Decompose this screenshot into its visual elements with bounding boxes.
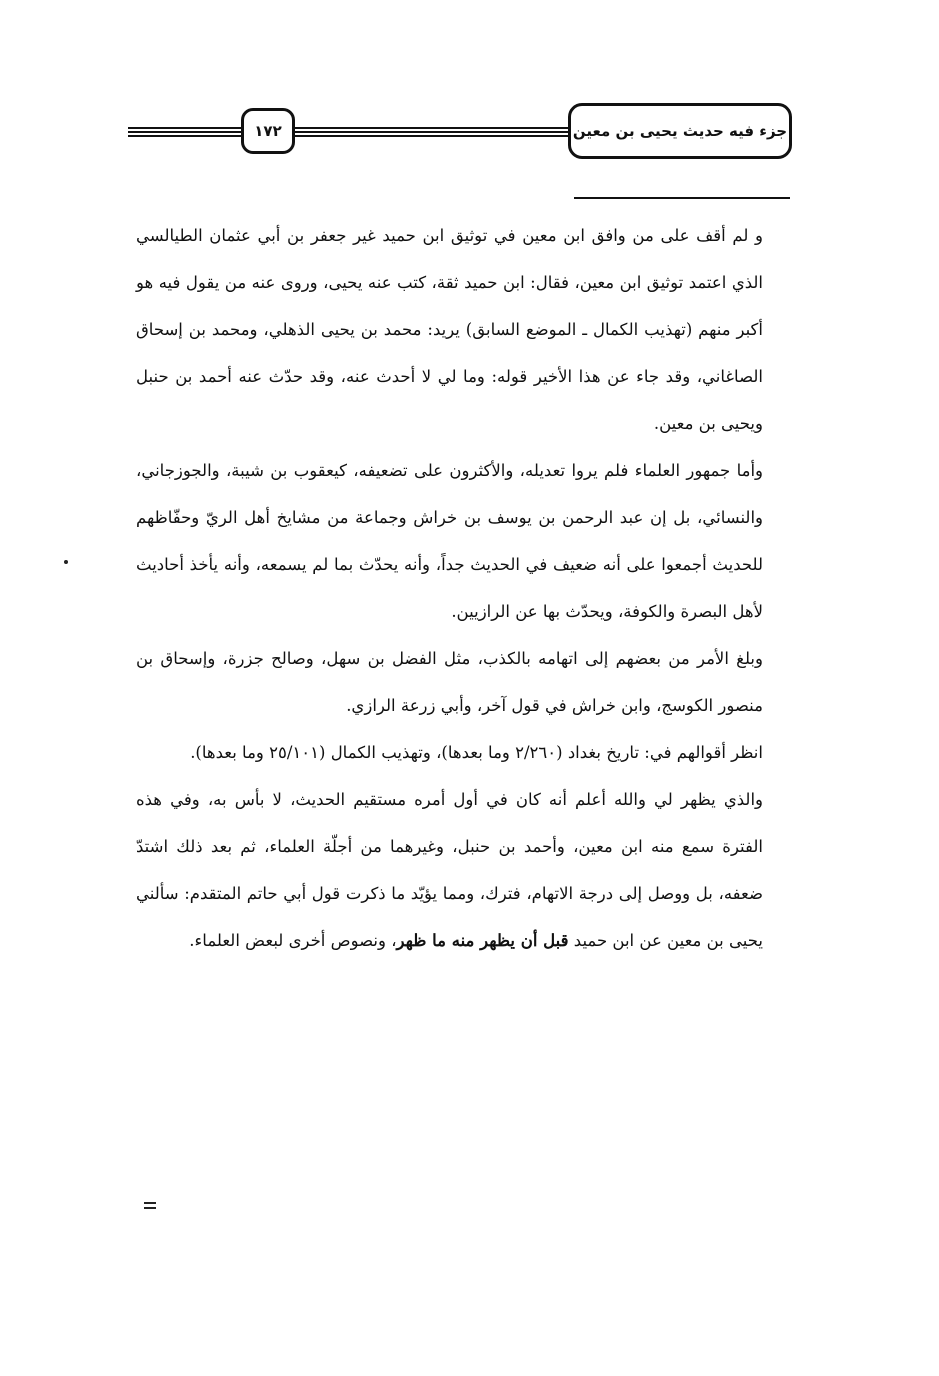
header-rule <box>128 127 572 137</box>
page-header <box>128 103 792 159</box>
running-title: جزء فيه حديث يحيى بن معين <box>568 103 792 159</box>
scan-speck <box>64 560 68 564</box>
continuation-mark-line <box>144 1202 156 1204</box>
continuation-mark <box>144 1202 156 1212</box>
paragraph: انظر أقوالهم في: تاريخ بغداد (٢/٢٦٠ وما بعدها)، وتهذيب الكمال (٢٥/١٠١ وما بعدها). <box>190 743 763 762</box>
footnote-separator <box>574 197 790 199</box>
header-rule-line <box>128 131 572 133</box>
paragraph-tail: ، ونصوص أخرى لبعض العلماء. <box>189 931 397 950</box>
page-number: ١٧٢ <box>241 108 295 154</box>
paragraph: و لم أقف على من وافق ابن معين في توثيق ابن حميد غير جعفر بن أبي عثمان الطيالسي الذي اعتمد توثيق ابن معين، فقال: ابن حميد ثقة، كتب عنه يحيى، وروى عنه من يقول فيه هو أكبر منهم (تهذيب الكمال ـ الموضع السابق) يريد: محمد بن يحيى الذهلي، ومحمد بن إسحاق الصاغاني، وقد جاء عن هذا الأخير قوله: وما لي لا أحدث عنه، وقد حدّث عنه أحمد بن حنبل ويحيى بن معين. <box>136 226 763 433</box>
footnote-text <box>136 212 763 964</box>
paragraph: وبلغ الأمر من بعضهم إلى اتهامه بالكذب، مثل الفضل بن سهل، وصالح جزرة، وإسحاق بن منصور الكوسج، وابن خراش في قول آخر، وأبي زرعة الرازي. <box>136 649 763 715</box>
paragraph-text: والذي يظهر لي والله أعلم أنه كان في أول أمره مستقيم الحديث، لا بأس به، وفي هذه الفترة سمع منه ابن معين، وأحمد بن حنبل، وغيرهما من أجلّة العلماء، ثم بعد ذلك اشتدّ ضعفه، بل ووصل إلى درجة الاتهام، فترك، ومما يؤيّد ما ذكرت قول أبي حاتم المتقدم: سألني يحيى بن معين عن ابن حميد <box>136 790 763 950</box>
continuation-mark-line <box>144 1207 156 1209</box>
paragraph <box>136 776 763 964</box>
paragraph: وأما جمهور العلماء فلم يروا تعديله، والأكثرون على تضعيفه، كيعقوب بن شيبة، والجوزجاني، والنسائي، بل إن عبد الرحمن بن يوسف بن خراش وجماعة من مشايخ أهل الريّ وحفّاظهم للحديث أجمعوا على أنه ضعيف في الحديث جداً، وأنه يحدّث بما لم يسمعه، وأنه يأخذ أحاديث لأهل البصرة والكوفة، ويحدّث بها عن الرازيين. <box>136 461 763 621</box>
emphasized-phrase: قبل أن يظهر منه ما ظهر <box>396 931 569 950</box>
header-rule-line <box>128 135 572 137</box>
header-rule-line <box>128 127 572 129</box>
